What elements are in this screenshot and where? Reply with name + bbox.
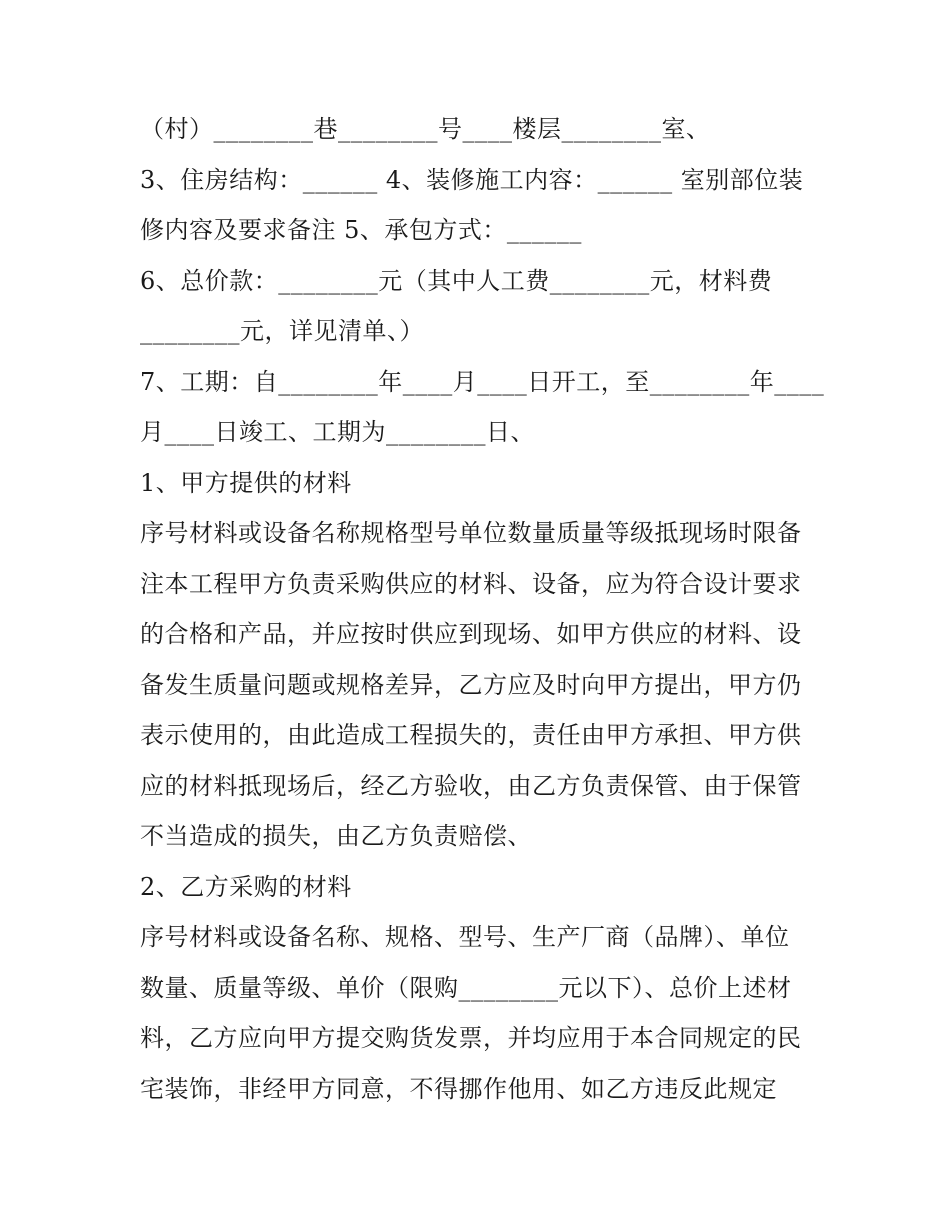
text-line: 的合格和产品，并应按时供应到现场、如甲方供应的材料、设 bbox=[140, 620, 802, 648]
text-line: 6、总价款：________元（其中人工费________元，材料费 bbox=[140, 266, 773, 295]
text-line: 数量、质量等级、单价（限购________元以下）、总价上述材 bbox=[140, 973, 792, 1002]
text-line: 序号材料或设备名称规格型号单位数量质量等级抵现场时限备 bbox=[140, 519, 802, 547]
text-line: 3、住房结构：______ 4、装修施工内容：______ 室别部位装 bbox=[140, 165, 804, 194]
text-line: 不当造成的损失，由乙方负责赔偿、 bbox=[140, 822, 532, 850]
text-line: 月____日竣工、工期为________日、 bbox=[140, 418, 535, 446]
text-line: ________元，详见清单、） bbox=[140, 317, 424, 345]
text-line: 序号材料或设备名称、规格、型号、生产厂商（品牌）、单位 bbox=[140, 923, 790, 951]
text-line: 应的材料抵现场后，经乙方验收，由乙方负责保管、由于保管 bbox=[140, 771, 802, 800]
text-line: 宅装饰，非经甲方同意，不得挪作他用、如乙方违反此规定 bbox=[140, 1074, 777, 1103]
section-heading: 2、乙方采购的材料 bbox=[140, 872, 352, 901]
text-line: 料，乙方应向甲方提交购货发票，并均应用于本合同规定的民 bbox=[140, 1024, 802, 1052]
text-line: 表示使用的，由此造成工程损失的，责任由甲方承担、甲方供 bbox=[140, 721, 802, 749]
document-body bbox=[140, 104, 825, 1114]
text-line: 7、工期：自________年____月____日开工，至________年____ bbox=[140, 367, 825, 396]
text-line: 备发生质量问题或规格差异，乙方应及时向甲方提出，甲方仍 bbox=[140, 670, 802, 699]
section-heading: 1、甲方提供的材料 bbox=[140, 468, 352, 497]
text-line: 注本工程甲方负责采购供应的材料、设备，应为符合设计要求 bbox=[140, 569, 802, 598]
text-line: 修内容及要求备注 5、承包方式：______ bbox=[140, 216, 582, 244]
text-line: （村）________巷________号____楼层________室、 bbox=[140, 115, 711, 143]
